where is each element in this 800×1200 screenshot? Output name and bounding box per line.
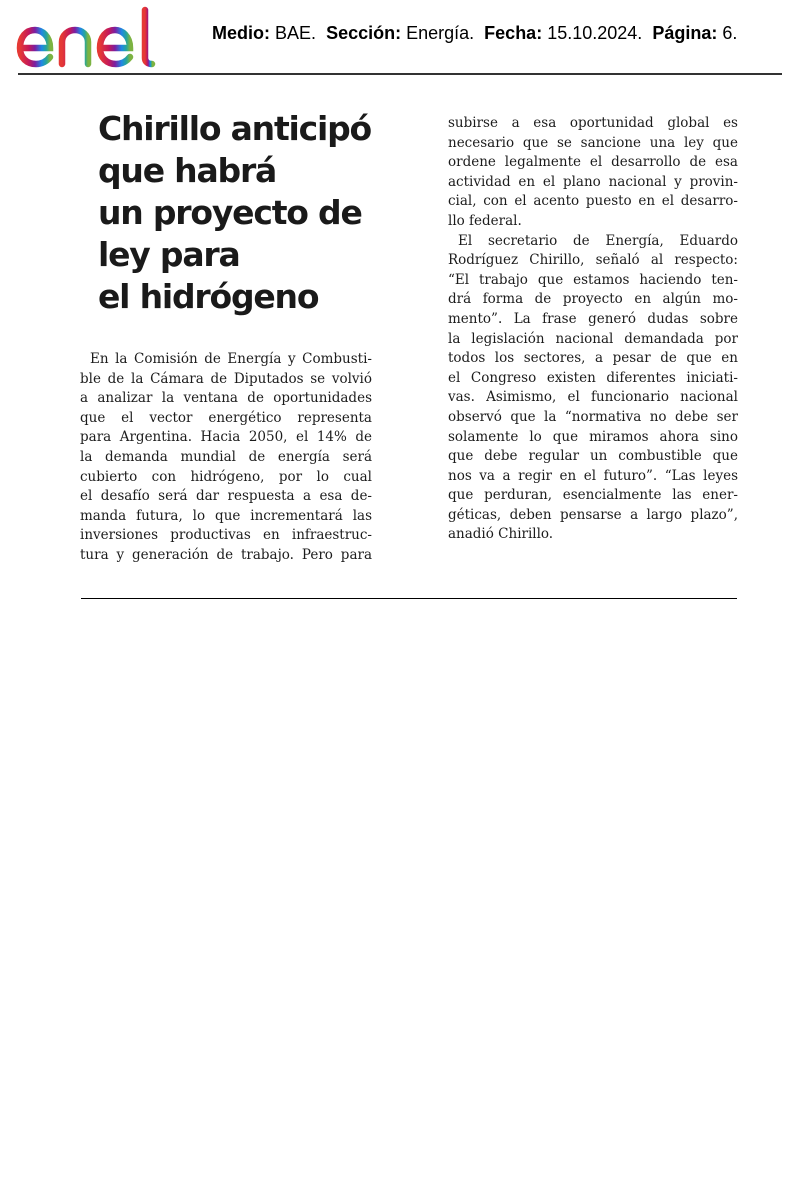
text-line: todos los sectores, a pesar de que en	[448, 350, 738, 367]
text-line: la legislación nacional demandada por	[448, 330, 738, 347]
text-line: vas. Asimismo, el funcionario nacional	[448, 389, 738, 406]
text-line: ordene legalmente el desarrollo de esa	[448, 154, 738, 171]
text-line: el Congreso existen diferentes iniciati-	[448, 369, 738, 386]
enel-logo	[14, 6, 180, 70]
text-line: manda futura, lo que incrementará las	[80, 507, 372, 524]
text-line: ble de la Cámara de Diputados se volvió	[80, 370, 372, 387]
clipping-header	[0, 0, 800, 76]
text-line: a analizar la ventana de oportunidades	[80, 390, 372, 407]
text-line: El secretario de Energía, Eduardo	[458, 232, 738, 249]
headline-line: ley para	[98, 235, 240, 274]
pagina-label: Página:	[652, 23, 718, 43]
text-line: que perduran, esencialmente las ener-	[448, 487, 738, 504]
pagina-value: 6.	[722, 23, 738, 43]
text-line: la demanda mundial de energía será	[80, 448, 372, 465]
text-line: Rodríguez Chirillo, señaló al respecto:	[448, 252, 738, 269]
text-line: el desafío será dar respuesta a esa de-	[80, 488, 372, 505]
text-line: inversiones productivas en infraestruc-	[80, 527, 372, 544]
text-line: géticas, deben pensarse a largo plazo”,	[448, 506, 738, 523]
headline-line: Chirillo anticipó	[98, 109, 372, 148]
text-line: necesario que se sancione una ley que	[448, 134, 738, 151]
text-line: mento”. La frase generó dudas sobre	[448, 310, 738, 327]
text-line: actividad en el plano nacional y provin-	[448, 173, 738, 190]
newspaper-clipping	[78, 104, 742, 564]
fecha-value: 15.10.2024.	[547, 23, 643, 43]
text-line: para Argentina. Hacia 2050, el 14% de	[80, 429, 372, 446]
medio-value: BAE.	[275, 23, 317, 43]
text-line: nos va a regir en el futuro”. “Las leyes	[448, 467, 738, 484]
fecha-label: Fecha:	[484, 23, 543, 43]
text-line: En la Comisión de Energía y Combusti-	[90, 351, 372, 367]
text-line: cubierto con hidrógeno, por lo cual	[80, 468, 372, 485]
text-line: llo federal.	[448, 212, 522, 229]
text-line: tura y generación de trabajo. Pero para	[80, 546, 372, 563]
headline-line: que habrá	[98, 151, 277, 190]
clipping-bottom-divider	[81, 598, 737, 599]
seccion-value: Energía.	[406, 23, 475, 43]
seccion-label: Sección:	[326, 23, 402, 43]
text-line: solamente lo que miramos ahora sino	[448, 428, 738, 445]
text-line: que el vector energético representa	[80, 409, 372, 426]
headline-line: un proyecto de	[98, 193, 362, 232]
text-line: drá forma de proyecto en algún mo-	[448, 291, 738, 308]
text-line: subirse a esa oportunidad global es	[448, 115, 738, 131]
text-line: cial, con el acento puesto en el desarro-	[448, 193, 738, 210]
headline-line: el hidrógeno	[98, 277, 319, 316]
text-line: anadió Chirillo.	[448, 526, 554, 543]
clipping-meta	[212, 23, 737, 44]
header-divider	[18, 73, 782, 75]
article-column-left	[80, 350, 372, 566]
article-headline	[98, 108, 398, 318]
article-column-right	[448, 114, 738, 545]
medio-label: Medio:	[212, 23, 270, 43]
text-line: que debe regular un combustible que	[448, 448, 738, 465]
text-line: “El trabajo que estamos haciendo ten-	[448, 271, 738, 288]
text-line: observó que la “normativa no debe ser	[448, 408, 738, 425]
